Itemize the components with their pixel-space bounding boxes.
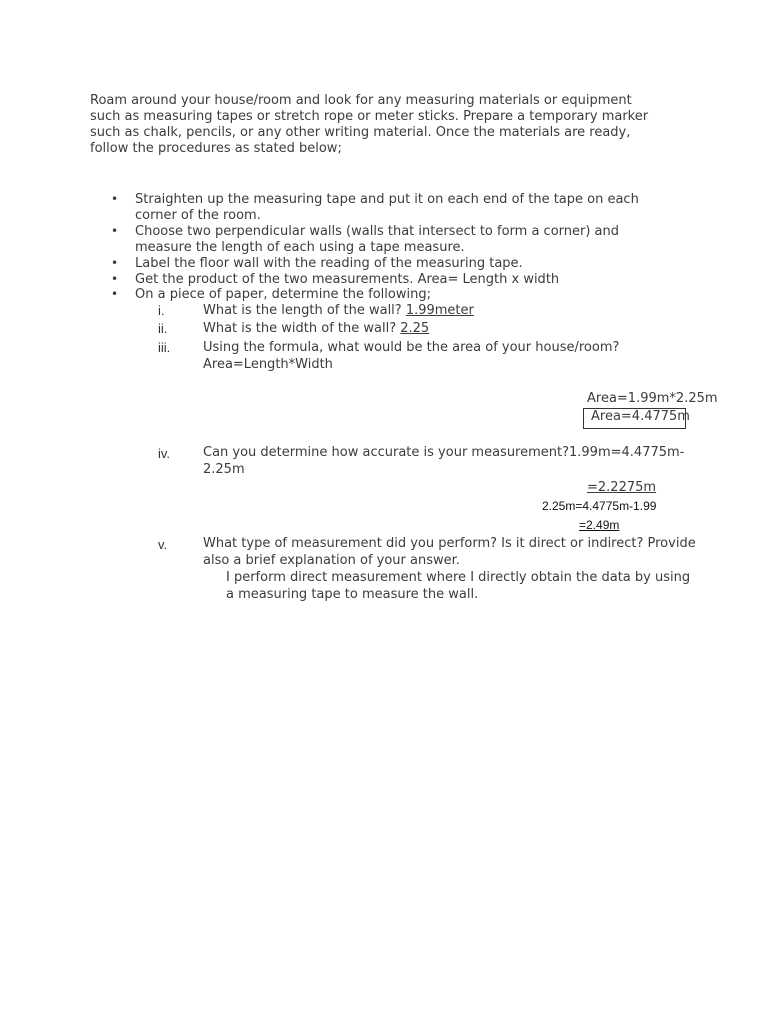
question-ii xyxy=(203,321,429,337)
intro-line: Roam around your house/room and look for any measuring materials or equipment xyxy=(90,93,632,108)
question-iv: Can you determine how accurate is your measurement?1.99m=4.4775m- xyxy=(203,445,685,460)
intro-paragraph xyxy=(90,93,690,157)
list-item: Choose two perpendicular walls (walls that intersect to form a corner) and xyxy=(135,224,620,239)
accuracy-result-1: =2.2275m xyxy=(587,480,657,495)
answer-i: 1.99meter xyxy=(405,303,474,318)
bullet-icon: • xyxy=(111,256,119,270)
list-item-continuation: measure the length of each using a tape measure. xyxy=(135,240,465,255)
question-iii-formula: Area=Length*Width xyxy=(203,357,333,372)
answer-ii: 2.25 xyxy=(400,321,430,336)
question-iii: Using the formula, what would be the area of your house/room? xyxy=(203,340,620,355)
question-iv-continuation: 2.25m xyxy=(203,462,245,477)
question-i-text: What is the length of the wall? xyxy=(203,303,406,318)
accuracy-calculation-2: 2.25m=4.4775m-1.99 xyxy=(542,499,657,513)
numeral-v: v. xyxy=(158,537,168,552)
area-calculation: Area=1.99m*2.25m xyxy=(587,391,718,406)
bullet-icon: • xyxy=(111,224,119,238)
intro-line: such as chalk, pencils, or any other writing material. Once the materials are ready, xyxy=(90,125,631,140)
intro-line: such as measuring tapes or stretch rope or meter sticks. Prepare a temporary marker xyxy=(90,109,649,124)
area-result: Area=4.4775m xyxy=(591,409,690,424)
question-v-continuation: also a brief explanation of your answer. xyxy=(203,553,460,568)
numeral-i: i. xyxy=(158,303,165,318)
question-ii-text: What is the width of the wall? xyxy=(203,321,401,336)
bullet-icon: • xyxy=(111,272,119,286)
bullet-icon: • xyxy=(111,287,119,301)
question-v: What type of measurement did you perform? Is it direct or indirect? Provide xyxy=(203,536,696,551)
bullet-icon: • xyxy=(111,192,119,206)
question-i xyxy=(203,303,474,319)
list-item: Get the product of the two measurements. Area= Length x width xyxy=(135,272,560,287)
list-item: On a piece of paper, determine the following; xyxy=(135,287,431,302)
answer-v-continuation: a measuring tape to measure the wall. xyxy=(226,587,479,602)
list-item: Label the floor wall with the reading of the measuring tape. xyxy=(135,256,523,271)
numeral-iii: iii. xyxy=(158,340,171,355)
answer-v: I perform direct measurement where I directly obtain the data by using xyxy=(226,570,691,585)
intro-line: follow the procedures as stated below; xyxy=(90,141,342,156)
numeral-iv: iv. xyxy=(158,446,171,461)
numeral-ii: ii. xyxy=(158,321,168,336)
list-item: Straighten up the measuring tape and put it on each end of the tape on each xyxy=(135,192,639,207)
list-item-continuation: corner of the room. xyxy=(135,208,261,223)
accuracy-result-2: =2.49m xyxy=(579,518,620,532)
